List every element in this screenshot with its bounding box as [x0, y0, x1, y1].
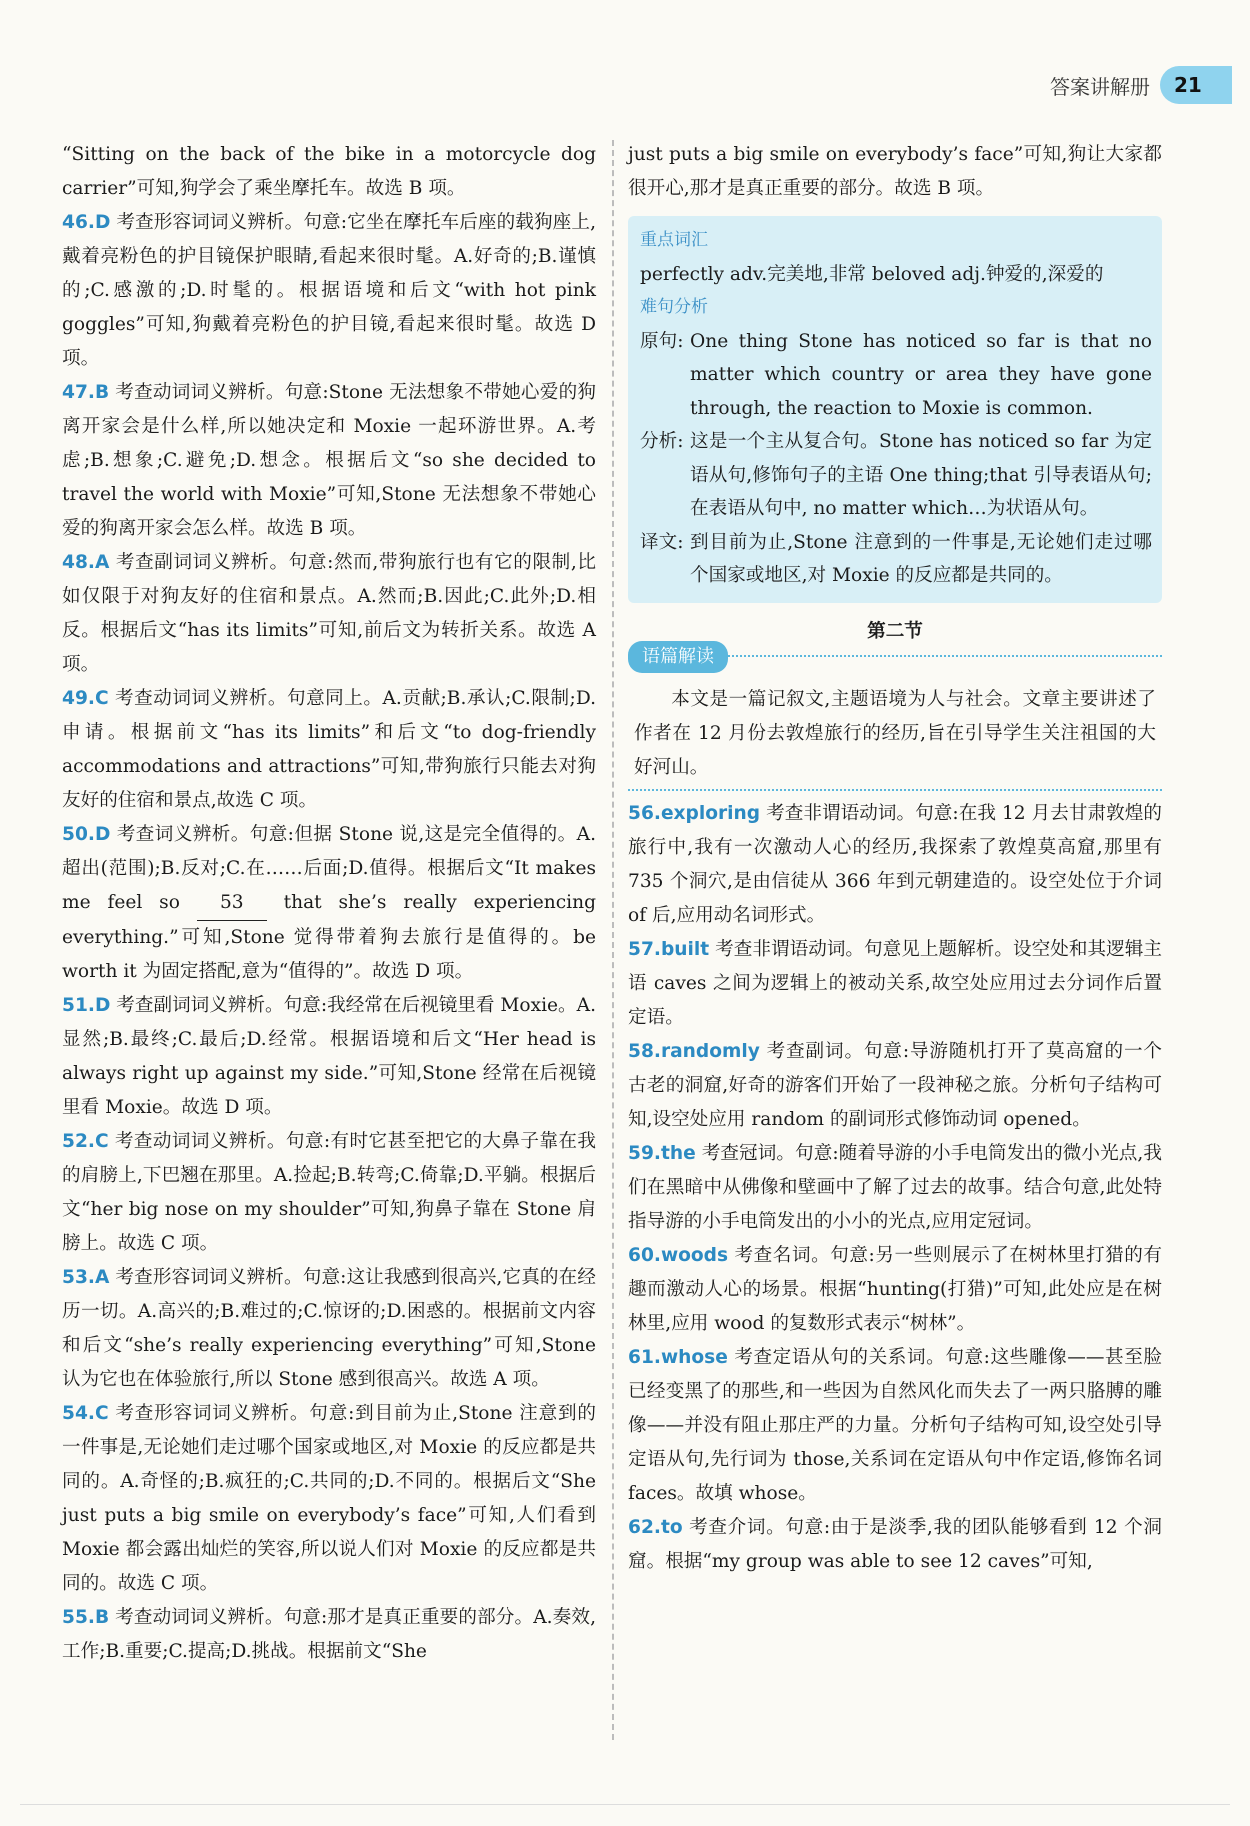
answer-explanation: that she’s really experiencing everything.”可知,Stone 觉得带着狗去旅行是值得的。be worth it 为固定搭配,意为“值得的”。故选 D 项。	[62, 892, 596, 982]
answer-item	[62, 1397, 596, 1601]
answer-number: 49.C	[62, 688, 109, 709]
answer-item	[628, 797, 1162, 933]
answer-list	[62, 206, 596, 1669]
column-divider	[612, 140, 614, 1740]
answer-explanation: 考查非谓语动词。句意见上题解析。设空处和其逻辑主语 caves 之间为逻辑上的被动关系,故空处应用过去分词作后置定语。	[628, 938, 1162, 1028]
answer-number: 56.exploring	[628, 802, 761, 824]
passage-summary: 本文是一篇记叙文,主题语境为人与社会。文章主要讲述了作者在 12 月份去敦煌旅行的经历,旨在引导学生关注祖国的大好河山。	[634, 688, 1156, 778]
answer-number: 48.A	[62, 552, 110, 573]
vocab-heading: 重点词汇	[640, 230, 708, 250]
answer-number: 50.D	[62, 824, 111, 845]
answer-item	[628, 1511, 1162, 1579]
sentence-translation	[640, 526, 1152, 593]
answer-explanation: 考查形容词词义辨析。句意:到目前为止,Stone 注意到的一件事是,无论她们走过哪个国家或地区,对 Moxie 的反应都是共同的。A.奇怪的;B.疯狂的;C.共同的;D.不同的。根据后文“She just puts a big smile on everybody’s face”可知,人们看到 Moxie 都会露出灿烂的笑容,所以说人们对 Moxie 的反应都是共同的。故选 C 项。	[62, 1403, 596, 1594]
answer-item	[62, 1601, 596, 1669]
page-header	[1050, 66, 1232, 104]
analysis-text: 这是一个主从复合句。Stone has noticed so far 为定语从句,修饰句子的主语 One thing;that 引导表语从句;在表语从句中, no matter which…为状语从句。	[690, 431, 1152, 519]
answer-number: 57.built	[628, 938, 710, 960]
translation-label: 译文:	[640, 531, 684, 553]
answer-explanation: 考查动词词义辨析。句意:Stone 无法想象不带她心爱的狗离开家会是什么样,所以她决定和 Moxie 一起环游世界。A.考虑;B.想象;C.避免;D.想念。根据后文“so she decided to travel the world with Moxie”可知,Stone 无法想象不带她心爱的狗离开家会怎么样。故选 B 项。	[62, 382, 596, 539]
original-label: 原句:	[640, 330, 684, 352]
answer-explanation: 考查形容词词义辨析。句意:这让我感到很高兴,它真的在经历一切。A.高兴的;B.难过的;C.惊讶的;D.困惑的。根据前文内容和后文“she’s really experiencing everything”可知,Stone 认为它也在体验旅行,所以 Stone 感到很高兴。故选 A 项。	[62, 1267, 596, 1390]
answer-number: 59.the	[628, 1142, 696, 1164]
answer-number: 61.whose	[628, 1346, 728, 1368]
answer-number: 52.C	[62, 1131, 109, 1152]
answer-explanation: 考查动词词义辨析。句意:那才是真正重要的部分。A.奏效,工作;B.重要;C.提高;D.挑战。根据前文“She	[62, 1607, 596, 1662]
section-title: 第二节	[867, 620, 923, 642]
answer-item	[628, 1137, 1162, 1239]
answer-number: 53.A	[62, 1267, 110, 1288]
answer-number: 58.randomly	[628, 1040, 760, 1062]
answer-explanation: 考查名词。句意:另一些则展示了在树林里打猎的有趣而激动人心的场景。根据“hunting(打猎)”可知,此处应是在树林里,应用 wood 的复数形式表示“树林”。	[628, 1244, 1162, 1334]
answer-explanation: 考查非谓语动词。句意:在我 12 月去甘肃敦煌的旅行中,我有一次激动人心的经历,我探索了敦煌莫高窟,那里有 735 个洞穴,是由信徒从 366 年到元朝建造的。设空处位于介词 of 后,应用动名词形式。	[628, 802, 1162, 926]
answer-item	[628, 1341, 1162, 1511]
answer-explanation: 考查冠词。句意:随着导游的小手电筒发出的微小光点,我们在黑暗中从佛像和壁画中了解了过去的故事。结合句意,此处特指导游的小手电筒发出的小小的光点,应用定冠词。	[628, 1142, 1162, 1232]
answer-item	[62, 1125, 596, 1261]
book-section-title: 答案讲解册	[1050, 74, 1150, 99]
answer-number: 51.D	[62, 995, 111, 1016]
answer-list	[628, 797, 1162, 1579]
answer-item	[62, 546, 596, 682]
left-column	[62, 138, 596, 1669]
answer-explanation: 考查副词词义辨析。句意:然而,带狗旅行也有它的限制,比如仅限于对狗友好的住宿和景点。A.然而;B.因此;C.此外;D.相反。根据后文“has its limits”可知,前后文为转折关系。故选 A 项。	[62, 552, 596, 675]
analysis-heading: 难句分析	[640, 297, 708, 317]
answer-item	[62, 1261, 596, 1397]
page-number: 21	[1160, 66, 1232, 104]
translation-text: 到目前为止,Stone 注意到的一件事是,无论她们走过哪个国家或地区,对 Moxie 的反应都是共同的。	[690, 531, 1152, 586]
answer-explanation: 考查形容词词义辨析。句意:它坐在摩托车后座的载狗座上,戴着亮粉色的护目镜保护眼睛,看起来很时髦。A.好奇的;B.谨慎的;C.感激的;D.时髦的。根据语境和后文“with hot pink goggles”可知,狗戴着亮粉色的护目镜,看起来很时髦。故选 D 项。	[62, 212, 596, 369]
answer-explanation: 考查介词。句意:由于是淡季,我的团队能够看到 12 个洞窟。根据“my group was able to see 12 caves”可知,	[628, 1516, 1162, 1572]
answer-explanation: 考查动词词义辨析。句意同上。A.贡献;B.承认;C.限制;D.申请。根据前文“has its limits”和后文“to dog-friendly accommodations and attractions”可知,带狗旅行只能去对狗友好的住宿和景点,故选 C 项。	[62, 688, 596, 811]
answer-explanation: 考查定语从句的关系词。句意:这些雕像——甚至脸已经变黑了的那些,和一些因为自然风化而失去了一两只胳膊的雕像——并没有阻止那庄严的力量。分析句子结构可知,设空处引导定语从句,先行词为 those,关系词在定语从句中作定语,修饰名词 faces。故填 whose。	[628, 1346, 1162, 1504]
analysis-label: 分析:	[640, 431, 684, 452]
blank-number: 53	[197, 886, 267, 921]
answer-item	[62, 818, 596, 989]
answer-number: 62.to	[628, 1516, 683, 1538]
answer-item	[628, 933, 1162, 1035]
answer-number: 54.C	[62, 1403, 109, 1424]
answer-item	[628, 1239, 1162, 1341]
original-sentence	[640, 325, 1152, 426]
answer-explanation: 考查词义辨析。句意:但据 Stone 说,这是完全值得的。A.超出(范围);B.反对;C.在……后面;D.值得。根据后文“It makes me feel so	[62, 824, 597, 913]
answer-item	[62, 682, 596, 818]
answer-number: 55.B	[62, 1607, 110, 1628]
sentence-analysis	[640, 425, 1152, 526]
answer-number: 47.B	[62, 382, 110, 403]
answer-number: 46.D	[62, 212, 111, 233]
passage-reading-box	[628, 645, 1162, 791]
answer-item	[628, 1035, 1162, 1137]
continued-text: “Sitting on the back of the bike in a motorcycle dog carrier”可知,狗学会了乘坐摩托车。故选 B 项。	[62, 144, 596, 199]
vocab-line: perfectly adv.完美地,非常 beloved adj.钟爱的,深爱的	[640, 263, 1104, 285]
answer-item	[62, 989, 596, 1125]
vocabulary-box	[628, 216, 1162, 603]
answer-item	[62, 376, 596, 546]
answer-number: 60.woods	[628, 1244, 729, 1266]
footer-rule	[20, 1804, 1230, 1805]
answer-explanation: 考查副词词义辨析。句意:我经常在后视镜里看 Moxie。A.显然;B.最终;C.最后;D.经常。根据语境和后文“Her head is always right up against my side.”可知,Stone 经常在后视镜里看 Moxie。故选 D 项。	[62, 995, 596, 1118]
answer-explanation: 考查动词词义辨析。句意:有时它甚至把它的大鼻子靠在我的肩膀上,下巴翘在那里。A.捡起;B.转弯;C.倚靠;D.平躺。根据后文“her big nose on my shoulder”可知,狗鼻子靠在 Stone 肩膀上。故选 C 项。	[62, 1131, 596, 1254]
passage-reading-tag: 语篇解读	[628, 641, 728, 673]
answer-explanation: 考查副词。句意:导游随机打开了莫高窟的一个古老的洞窟,好奇的游客们开始了一段神秘之旅。分析句子结构可知,设空处应用 random 的副词形式修饰动词 opened。	[628, 1040, 1162, 1130]
right-column	[628, 138, 1162, 1579]
answer-item	[62, 206, 596, 376]
original-text: One thing Stone has noticed so far is that no matter which country or area they have gone through, the reaction to Moxie is common.	[690, 330, 1152, 419]
continued-text: just puts a big smile on everybody’s face”可知,狗让大家都很开心,那才是真正重要的部分。故选 B 项。	[628, 144, 1162, 199]
